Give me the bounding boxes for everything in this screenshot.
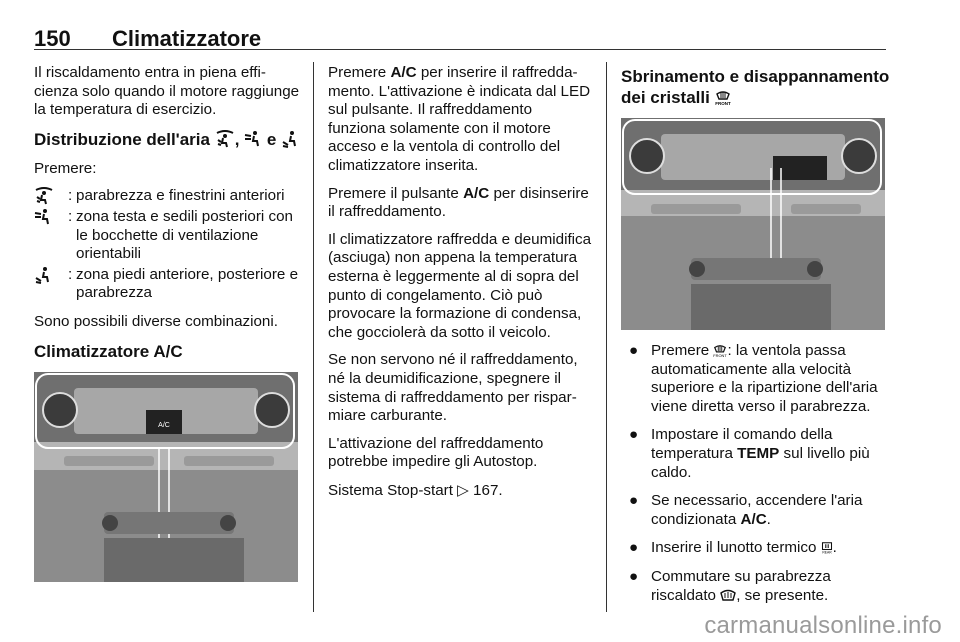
windscreen-airflow-icon <box>215 130 235 148</box>
front-defrost-icon <box>715 90 731 106</box>
list-item: : zona piedi anteriore, posteriore e parabrezza <box>34 266 302 303</box>
ac-button-label: A/C <box>158 421 170 429</box>
head-airflow-icon <box>244 130 262 148</box>
list-item: ● Commutare su parabrezza riscaldato , se presente. <box>629 567 831 604</box>
intro-paragraph: Il riscaldamento entra in piena efficienza solo quando il motore raggiunge la temperatura di esercizio. <box>34 64 300 119</box>
feet-airflow-icon <box>34 266 52 284</box>
air-distribution-heading: Distribuzione dell'aria , e <box>34 129 302 150</box>
windscreen-airflow-icon <box>34 187 54 205</box>
ac-paragraph-2: Premere il pulsante A/C per disinserire il raffreddamento. <box>328 184 589 221</box>
front-defrost-icon <box>713 344 727 358</box>
premere-label: Premere: <box>34 159 97 177</box>
ac-paragraph-1: Premere A/C per inserire il raffreddamento. L'attivazione è indicata dal LED sul pulsante. Il raffreddamento funziona solamente con il motore acceso e la ventola di controllo del climatizzatore inserita. <box>328 64 591 174</box>
column-1 <box>34 64 302 594</box>
ac-heading: Climatizzatore A/C <box>34 341 183 361</box>
header-rule <box>34 49 886 50</box>
feet-airflow-icon <box>281 130 299 148</box>
watermark: carmanualsonline.info <box>704 612 942 639</box>
head-airflow-icon <box>34 208 52 226</box>
ac-paragraph-4: Se non servono né il raffreddamento, né la deumidificazione, spegnere il sistema di raffreddamento per risparmiare carburante. <box>328 351 578 425</box>
list-item: ● Se necessario, accendere l'aria condizionata A/C. <box>629 492 863 528</box>
list-item: : parabrezza e finestrini anteriori <box>34 187 302 206</box>
column-divider-2 <box>606 62 607 612</box>
ac-paragraph-3: Il climatizzatore raffredda e deumidifica (asciuga) non appena la temperatura esterna è leggermente al di sopra del punto di congelamento. Ciò può provocare la formazione di condensa, che gocciolerà da sotto il veicolo. <box>328 230 592 341</box>
svg-text:FRONT: FRONT <box>714 101 731 106</box>
ac-control-panel-photo <box>34 372 298 582</box>
page-number: 150 <box>34 26 71 51</box>
heated-windscreen-icon <box>720 589 736 603</box>
ac-paragraph-5: L'attivazione del raffreddamento potrebbe impedire gli Autostop. <box>328 434 544 471</box>
rear-window-heater-icon <box>821 541 833 555</box>
column-3 <box>621 64 893 615</box>
list-item: ● Impostare il comando della temperatura TEMP sul livello più caldo. <box>629 426 870 481</box>
svg-text:FRONT: FRONT <box>713 353 728 358</box>
combinations-paragraph: Sono possibili diverse combinazioni. <box>34 312 278 330</box>
defrost-control-panel-photo <box>621 118 885 330</box>
column-2 <box>328 64 592 509</box>
list-item: ● Inserire il lunotto termico REAR . <box>629 539 837 557</box>
svg-text:REAR: REAR <box>822 550 832 555</box>
page-reference-arrow-icon: ▷ <box>457 480 469 499</box>
defrost-heading: Sbrinamento e disappannamento dei cristalli FRONT <box>621 67 890 107</box>
list-item: ● Premere FRONT : la ventola passa automaticamente alla velocità superiore e la ripartizione dell'aria viene diretta verso il parabrezza. <box>629 342 878 415</box>
column-divider-1 <box>313 62 314 612</box>
list-item: : zona testa e sedili posteriori con le bocchette di ventilazione orientabili <box>34 208 302 264</box>
stop-start-reference[interactable]: Sistema Stop-start ▷ 167. <box>328 480 503 499</box>
air-distribution-list <box>34 187 302 303</box>
page-title: Climatizzatore <box>112 26 262 51</box>
